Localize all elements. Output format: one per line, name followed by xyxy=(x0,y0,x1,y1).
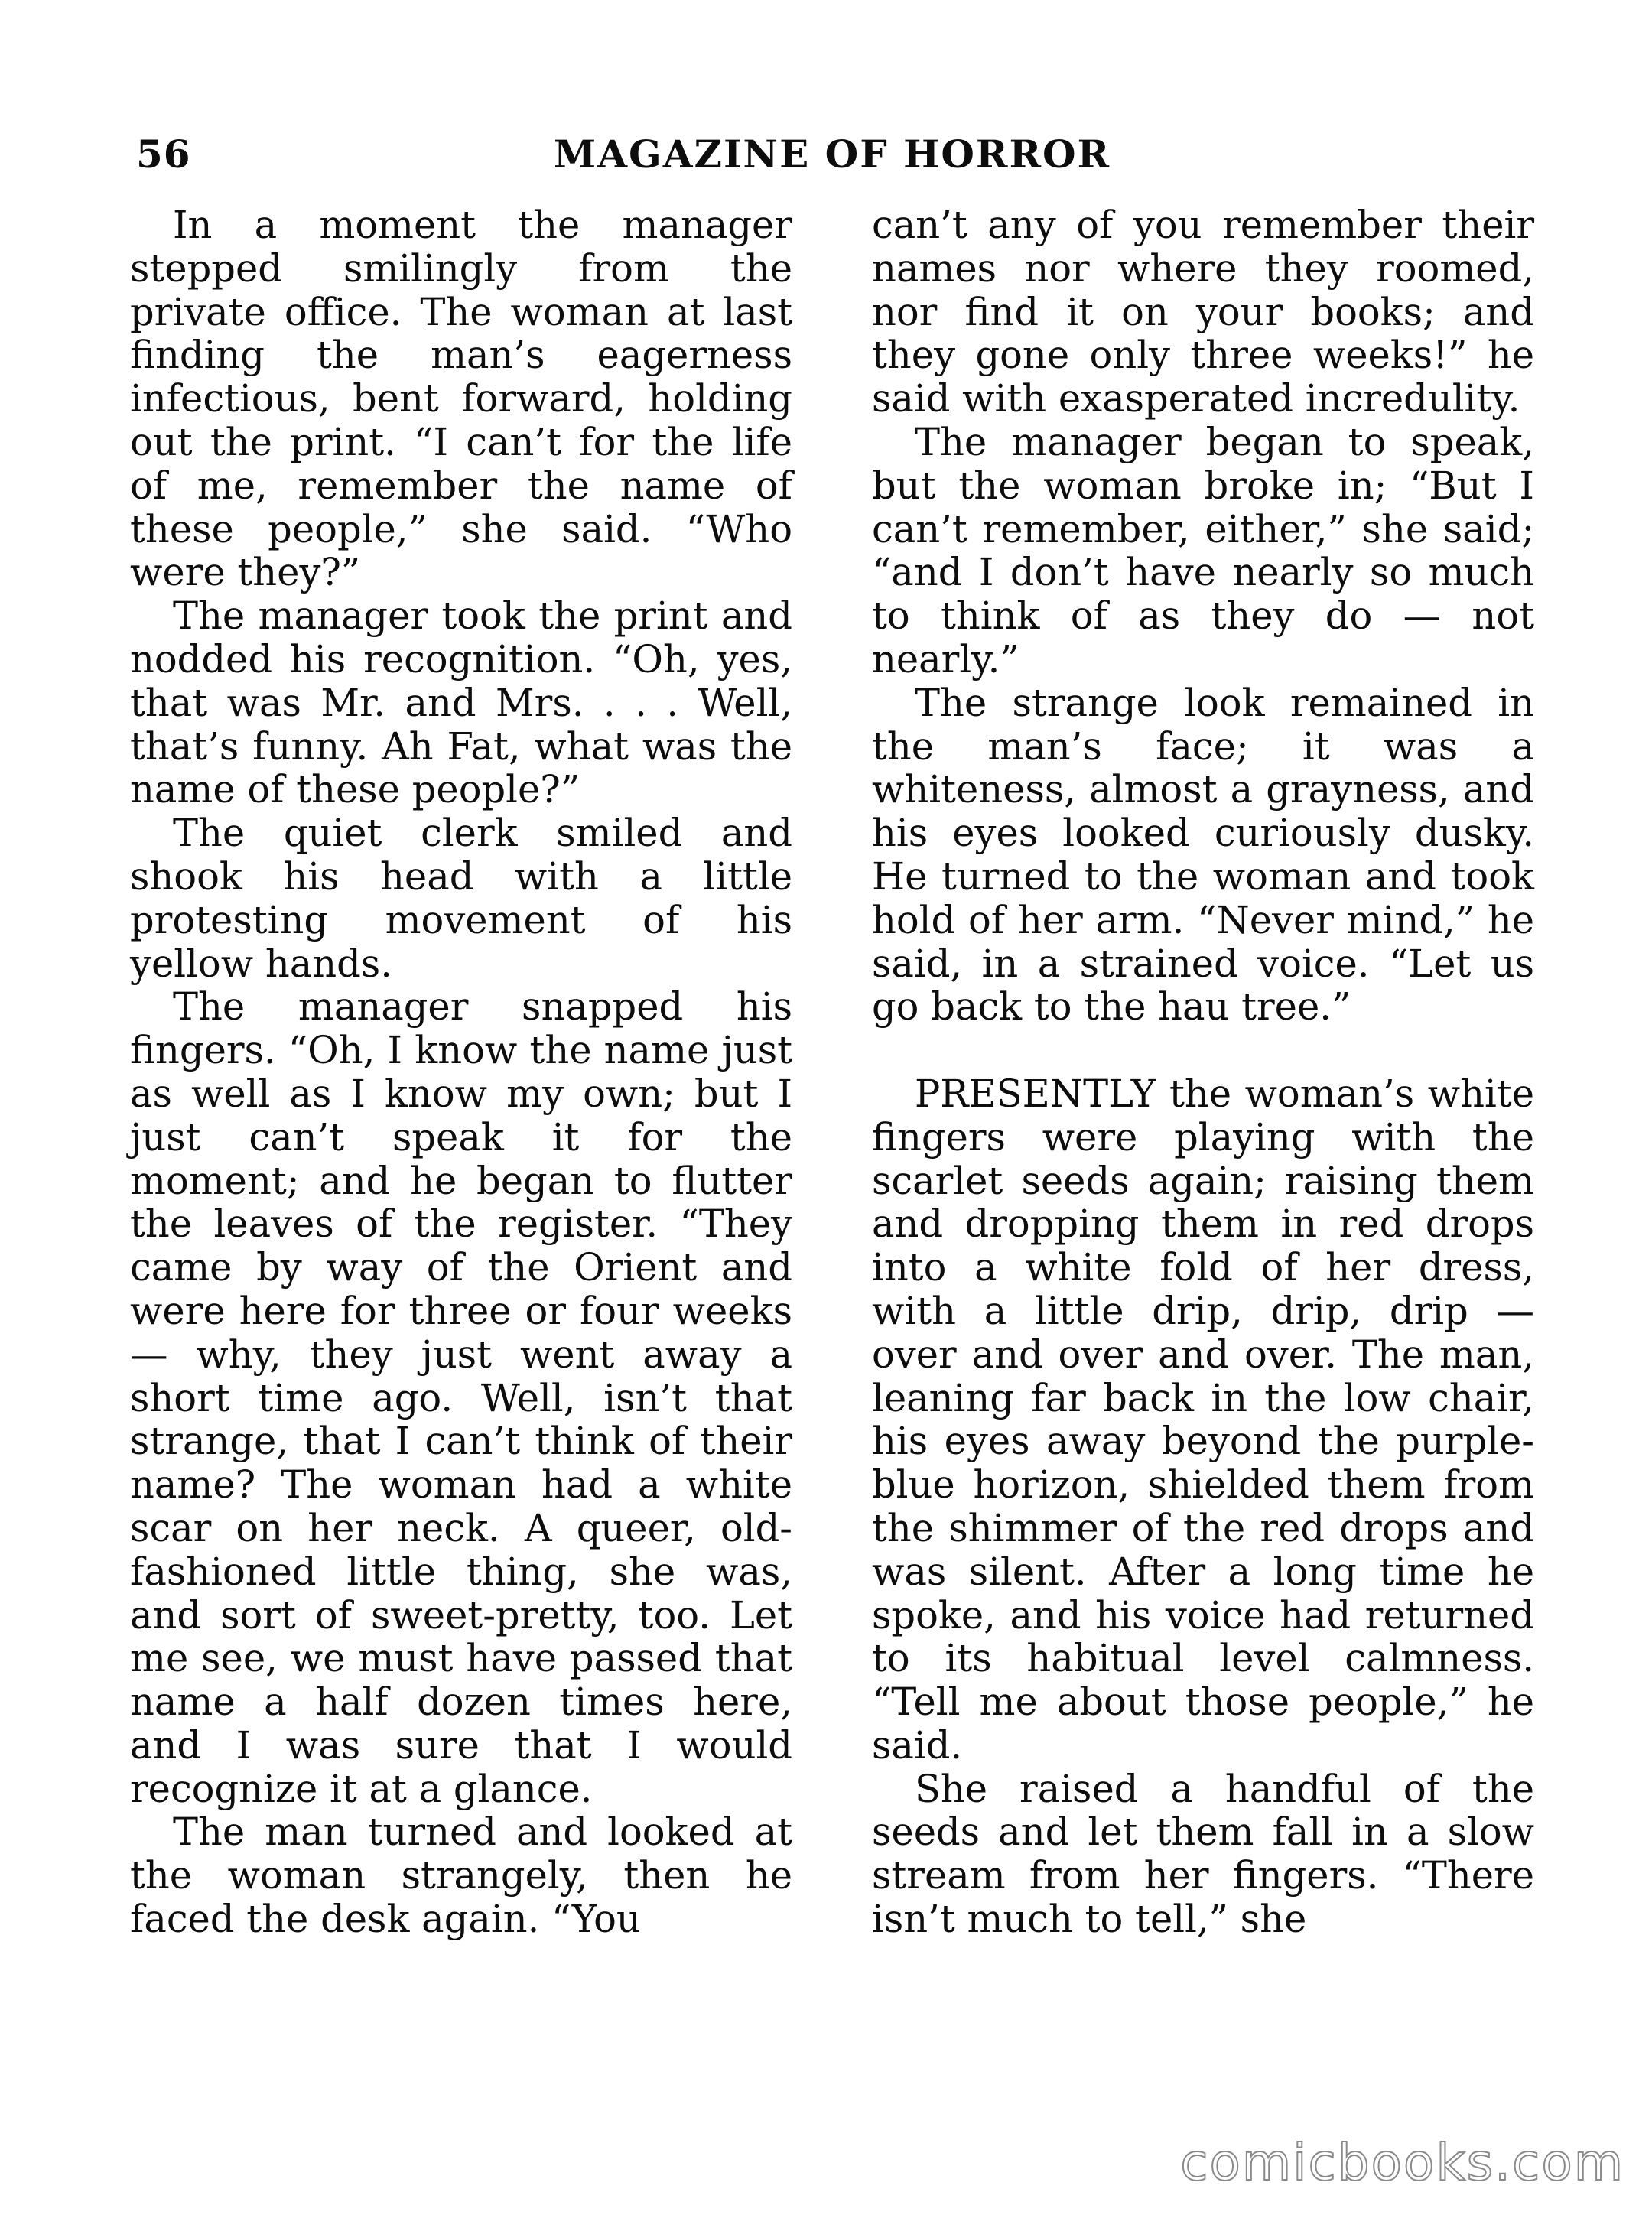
paragraph: The quiet clerk smiled and shook his head with a little protesting movement of his yellow hands. xyxy=(130,811,792,986)
paragraph: The manager snapped his fingers. “Oh, I know the name just as well as I know my own; but I just can’t speak it for the moment; and he began to flutter the leaves of the register. “They came by way of the Orient and were here for three or four weeks — why, they just went away a short time ago. Well, isn’t that strange, that I can’t think of their name? The woman had a white scar on her neck. A queer, old-fashioned little thing, she was, and sort of sweet-pretty, too. Let me see, we must have passed that name a half dozen times here, and I was sure that I would recognize it at a glance. xyxy=(130,984,792,1811)
left-column xyxy=(130,203,792,1941)
paragraph: The manager took the print and nodded his recognition. “Oh, yes, that was Mr. and Mrs. . . . Well, that’s funny. Ah Fat, what was the name of these people?” xyxy=(130,594,792,812)
paragraph-continued: can’t any of you remember their names nor where they roomed, nor find it on your books; and they gone only three weeks!” he said with exasperated incredulity. xyxy=(872,203,1534,421)
paragraph: The strange look remained in the man’s face; it was a whiteness, almost a grayness, and his eyes looked curiously dusky. He turned to the woman and took hold of her arm. “Never mind,” he said, in a strained voice. “Let us go back to the hau tree.” xyxy=(872,680,1534,1029)
page-number: 56 xyxy=(136,132,191,177)
page-header xyxy=(128,132,1536,193)
paragraph: The manager began to speak, but the woman broke in; “But I can’t remember, either,” she said; “and I don’t have nearly so much to think of as they do — not nearly.” xyxy=(872,419,1534,681)
section-break-paragraph: PRESENTLY the woman’s white fingers were playing with the scarlet seeds again; raising them and dropping them in red drops into a white fold of her dress, with a little drip, drip, drip — over and over and over. The man, leaning far back in the low chair, his eyes away beyond the purple-blue horizon, shielded them from the shimmer of the red drops and was silent. After a long time he spoke, and his voice had returned to its habitual level calmness. “Tell me about those people,” he said. xyxy=(872,1071,1534,1768)
paragraph: In a moment the manager stepped smilingly from the private office. The woman at last finding the man’s eagerness infectious, bent forward, holding out the print. “I can’t for the life of me, remember the name of these people,” she said. “Who were they?” xyxy=(130,203,792,595)
right-column xyxy=(872,203,1534,1941)
running-title: MAGAZINE OF HORROR xyxy=(553,132,1111,177)
watermark-logo: comicbooks.com xyxy=(1180,2133,1624,2192)
paragraph: She raised a handful of the seeds and let them fall in a slow stream from her fingers. “There isn’t much to tell,” she xyxy=(872,1766,1534,1942)
paragraph: The man turned and looked at the woman strangely, then he faced the desk again. “You xyxy=(130,1810,792,1942)
